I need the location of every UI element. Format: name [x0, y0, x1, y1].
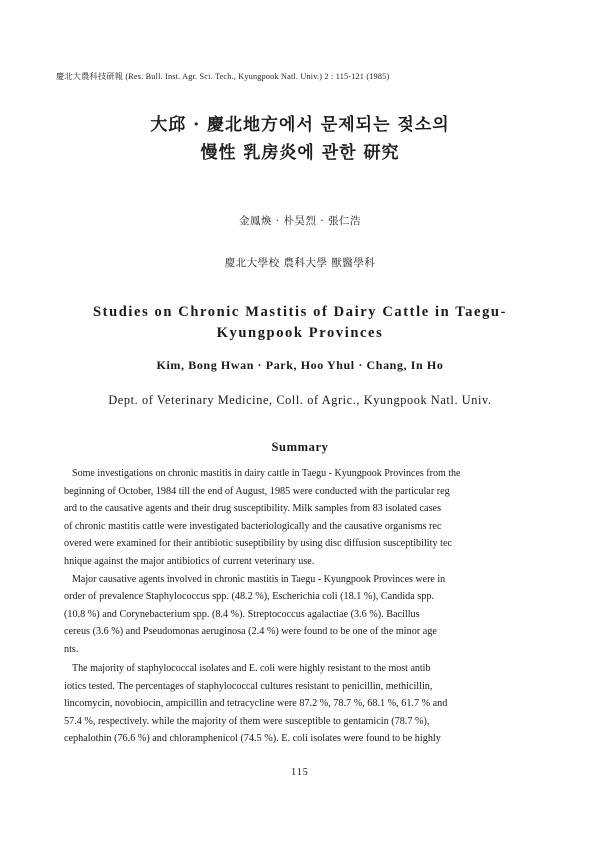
korean-title-line-2: 慢性 乳房炎에 관한 研究: [200, 143, 400, 163]
english-authors: Kim, Bong Hwan · Park, Hoo Yhul · Chang, In Ho: [156, 358, 444, 372]
body-line: order of prevalence Staphylococcus spp. (48.2 %), Escherichia coli (18.1 %), Candida spp.: [64, 591, 435, 602]
body-line: iotics tested. The percentages of staphylococcal cultures resistant to penicillin, methicillin,: [64, 681, 433, 692]
korean-affiliation: 慶北大學校 農科大學 獸醫學科: [224, 257, 376, 269]
body-line: hnique against the major antibiotics of current veterinary use.: [64, 556, 315, 567]
english-affiliation: Dept. of Veterinary Medicine, Coll. of Agric., Kyungpook Natl. Univ.: [108, 393, 492, 407]
body-line: Major causative agents involved in chronic mastitis in Taegu - Kyungpook Provinces were in: [72, 574, 446, 585]
body-line: Some investigations on chronic mastitis in dairy cattle in Taegu - Kyungpook Provinces from the: [72, 468, 461, 479]
korean-authors: 金鳳煥 · 朴昊烈 · 張仁浩: [238, 215, 362, 227]
summary-heading: Summary: [271, 440, 329, 454]
body-line: nts.: [64, 644, 79, 655]
body-line: cereus (3.6 %) and Pseudomonas aeruginosa (2.4 %) were found to be one of the minor age: [64, 626, 437, 637]
body-line: overed were examined for their antibiotic suseptibility by using disc diffusion susceptibility tec: [64, 538, 452, 549]
body-line: The majority of staphylococcal isolates and E. coli were highly resistant to the most antib: [72, 663, 431, 674]
body-line: 57.4 %, respectively. while the majority of them were susceptible to gentamicin (78.7 %),: [64, 716, 430, 727]
body-line: lincomycin, novobiocin, ampicillin and tetracycline were 87.2 %, 78.7 %, 68.1 %, 61.7 % and: [64, 698, 448, 709]
body-line: cephalothin (76.6 %) and chloramphenicol (74.5 %). E. coli isolates were found to be highly: [64, 733, 441, 744]
journal-header: 慶北大農科技研報 (Res. Bull. Inst. Agr. Sci. Tech., Kyungpook Natl. Univ.) 2 : 115-121 (1985): [56, 72, 390, 81]
english-title-line-2: Kyungpook Provinces: [216, 325, 384, 341]
korean-title-line-1: 大邱 · 慶北地方에서 문제되는 젖소의: [150, 115, 450, 135]
body-line: beginning of October, 1984 till the end of August, 1985 were conducted with the particular reg: [64, 486, 450, 497]
english-title-line-1: Studies on Chronic Mastitis of Dairy Cattle in Taegu-: [92, 304, 508, 320]
page-number: 115: [291, 767, 309, 778]
body-line: (10.8 %) and Corynebacterium spp. (8.4 %). Streptococcus agalactiae (3.6 %). Bacillus: [64, 609, 420, 620]
body-line: ard to the causative agents and their drug susceptibility. Milk samples from 83 isolated cases: [64, 503, 442, 514]
body-line: of chronic mastitis cattle were investigated bacteriologically and the causative organisms rec: [64, 521, 442, 532]
